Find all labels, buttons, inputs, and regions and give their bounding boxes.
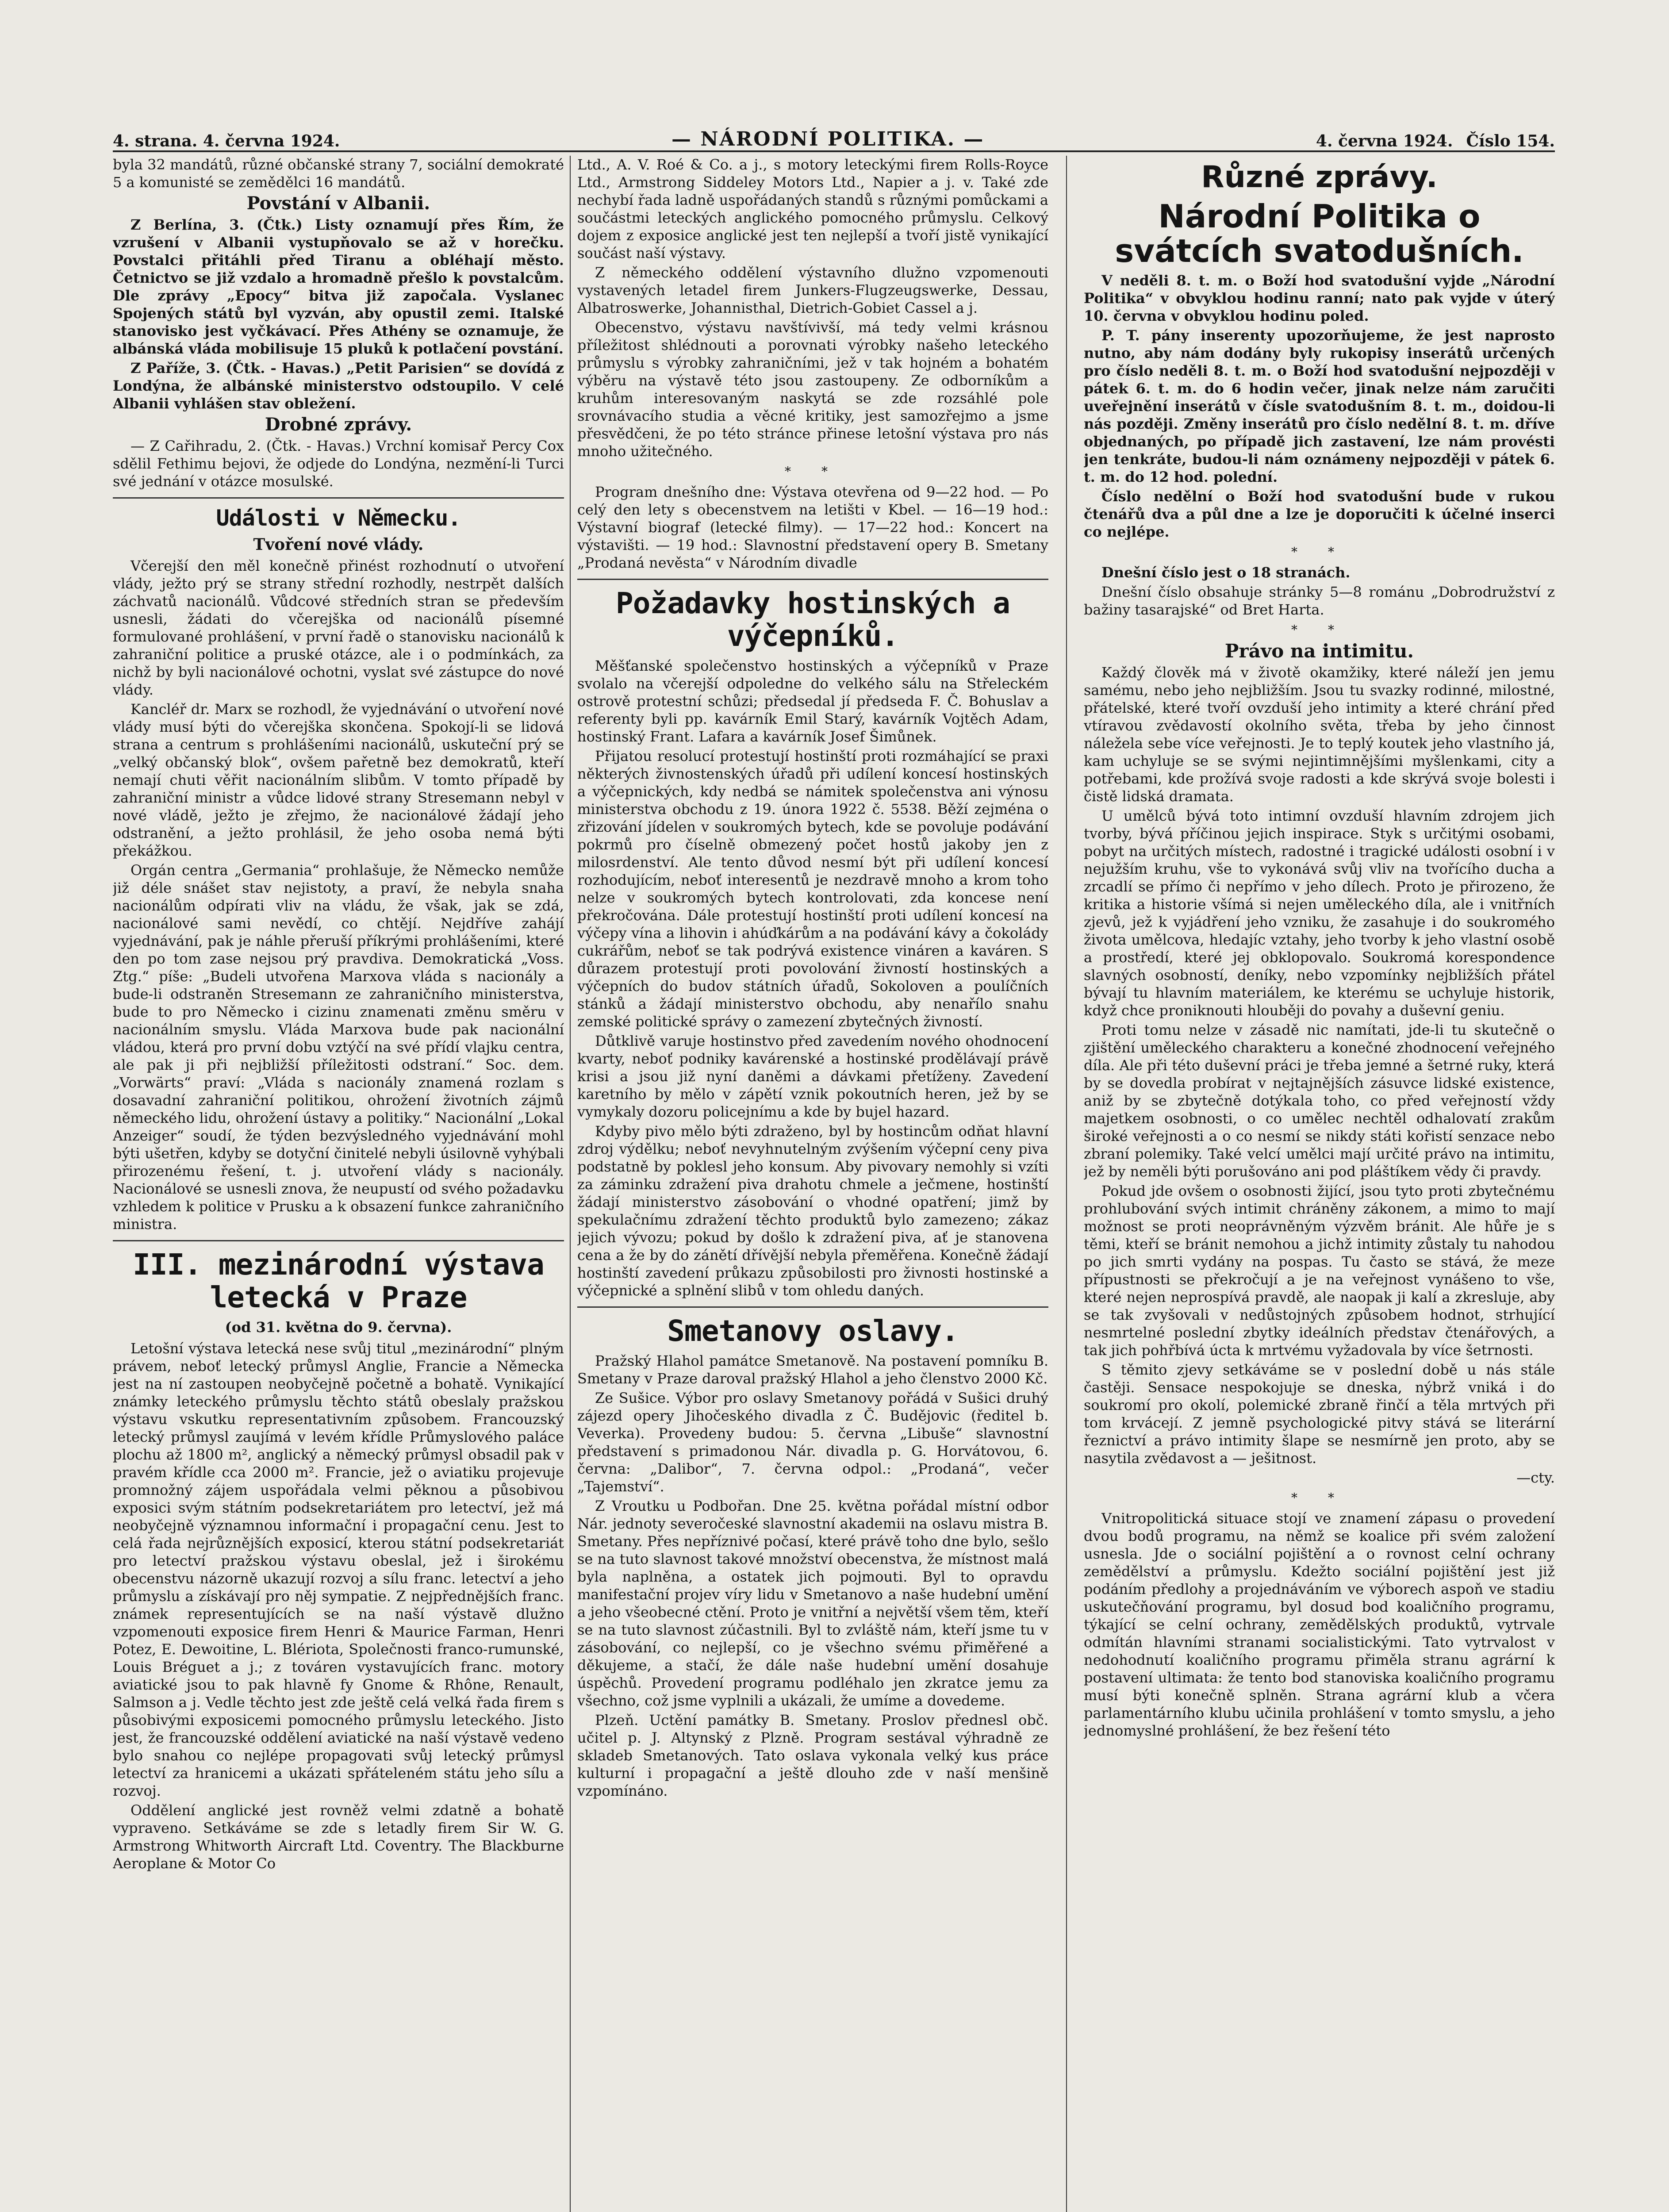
issue-number: Číslo 154.: [1466, 132, 1555, 150]
paragraph: Plzeň. Uctění památky B. Smetany. Proslov přednesl obč. učitel p. J. Altynský z Plzně. Program sestával výhradně ze skladeb Smetanových. Tato oslava vykonala velký kus práce kulturní i propagační a ještě dlouho zde v naší menšině vzpomínáno.: [577, 1712, 1048, 1799]
separator: [113, 497, 564, 499]
paragraph: U umělců bývá toto intimní ovzduší hlavním zdrojem jich tvorby, bývá příčinou jejich inspirace. Styk s určitými osobami, pobyt na určitých místech, radostné i tragické události osobní i v nejužším kruhu, vše to vykonává svůj vliv na tvořícího ducha a zrcadlí se přímo či nepřímo v jeho dílech. Proto je přirozeno, že kritika a historie všímá si nejen uměleckého díla, ale i vnitřních zjevů, jež k vyjádření jeho vzniku, že zasahuje i do soukromého života umělcova, hledajíc vztahy, jeho tvorby k jeho vlastní osobě a prostředí, které jej obklopovalo. Soukromá korespondence slavných osobností, deníky, nebo vzpomínky nejbližších přátel bývají tu hlavním materiálem, ke kterému se uchyluje historik, když chce proniknouti hlouběji do povahy a duševní geniu.: [1084, 807, 1555, 1019]
paragraph: — Z Cařihradu, 2. (Čtk. - Havas.) Vrchní komisař Percy Cox sdělil Fethimu bejovi, že odjede do Londýna, nezmění-li Turci své jednání v otázce mosulské.: [113, 438, 564, 490]
paragraph: Program dnešního dne: Výstava otevřena od 9—22 hod. — Po celý den lety s obecenstvem na letišti v Kbel. — 16—19 hod.: Výstavní biograf (letecké filmy). — 17—22 hod.: Koncert na výstavišti. — 19 hod.: Slavnostní představení opery B. Smetany „Prodaná nevěsta“ v Národním divadle: [577, 484, 1048, 571]
page-header: [113, 124, 1555, 152]
separator: [577, 579, 1048, 580]
article-title: III. mezinárodní výstava letecká v Praze: [133, 1248, 544, 1314]
header-left: 4. strana. 4. června 1924.: [113, 132, 340, 150]
paragraph: Dnešní číslo obsahuje stránky 5—8 románu „Dobrodružství z bažiny tasarajské“ od Bret Harta.: [1084, 584, 1555, 618]
paragraph: Vnitropolitická situace stojí ve znamení zápasu o provedení dvou bodů programu, na němž se koalice při svém založení usnesla. Jde o sociální pojištění a o rovnost celní ochrany zemědělství a průmyslu. Kdežto sociální pojištění jest již podáním předlohy a projednáváním ve výborech aspoň ve stadiu uskutečňování programu, byl dosud bod koaličního programu, týkající se celní ochrany, zemědělských produktů, vytrvale odmítán hlavními stranami socialistickými. Tato vytrvalost v nedohodnutí koaličního programu přiměla stranu agrární k postavení ultimata: že tento bod stanoviska koaličního programu musí býti konečně splněn. Strana agrární klub a včera parlamentárního klubu učinila prohlášení v tomto smyslu, a jeho jednomyslné prohlášení, že bez řešení této: [1084, 1510, 1555, 1739]
paragraph: Ze Sušice. Výbor pro oslavy Smetanovy pořádá v Sušici druhý zájezd opery Jihočeského divadla z Č. Budějovic (ředitel b. Veverka). Provedeny budou: 5. června „Libuše“ slavnostní představení s primadonou Nár. divadla p. G. Horvátovou, 6. června: „Dalibor“, 7. června odpol.: „Prodaná“, večer „Tajemství“.: [577, 1390, 1048, 1495]
paragraph: Letošní výstava letecká nese svůj titul „mezinárodní“ plným právem, neboť letecký průmysl Anglie, Francie a Německa jest na ní zastoupen neobyčejně početně a bohatě. Vynikající známky leteckého průmyslu těchto států obeslaly pražskou výstavu vskutku representativním způsobem. Francouzský letecký průmysl zaujímá v levém křídle Průmyslového paláce plochu až 1800 m², anglický a německý průmysl obsadil pak v pravém křídle cca 2000 m². Francie, jež o aviatiku projevuje promnožný zájem uspořádala velmi pěknou a působivou exposici svým státním podsekretariátem pro letectví, jež má neobyčejně významnou informační i propagační cenu. Jest to celá řada nejrůznějších exposicí, kterou státní podsekretariát pro letectví pražskou výstavu obeslal, jež i širokému obecenstvu názorně ukazují rozvoj a sílu franc. letectví a jeho průmyslu a získávají pro něj sympatie. Z nejpřednějších franc. známek representujících se na naší výstavě dlužno vzpomenouti exposice firem Henri & Maurice Farman, Henri Potez, E. Dewoitine, L. Blériota, Společnosti franco-rumunské, Louis Bréguet a j.; z továren vystavujících franc. motory aviatické jsou to pak hlavně fy Gnome & Rhône, Renault, Salmson a j. Vedle těchto jest zde ještě celá velká řada firem s působivými exposicemi pomocného průmyslu leteckého. Jisto jest, že francouzské oddělení aviatické na naší výstavě vedeno bylo snahou co nejlépe propagovati svůj letecký průmysl letectví za hranicemi a ukázati spřáteleném státu jeho sílu a rozvoj.: [113, 1340, 564, 1799]
paragraph: Dnešní číslo jest o 18 stranách.: [1101, 564, 1351, 581]
column-rule-1: [570, 156, 571, 2212]
article-subtitle: (od 31. května do 9. června).: [225, 1319, 452, 1336]
paragraph: Obecenstvo, výstavu navštívivší, má tedy velmi krásnou příležitost shlédnouti a porovnati výrobky našeho leteckého průmyslu s výrobky zahraničními, jež v tak hojném a bohatém výběru na výstavě této jsou zastoupeny. Ze odborníkům a kruhům interesovaným naskytá se zde rozsáhlé pole srovnávacího studia a věcné kritiky, jest samozřejmo a jsme přesvědčeni, že po této stránce přinese letošní výstava pro nás mnoho užitečného.: [577, 319, 1048, 460]
article-title: Povstání v Albanii.: [246, 193, 430, 214]
ornament: * *: [1291, 545, 1347, 559]
signature: —cty.: [1516, 1469, 1555, 1486]
article-title: Smetanovy oslavy.: [667, 1314, 959, 1348]
paragraph: Včerejší den měl konečně přinést rozhodnutí o utvoření vlády, ježto prý se strany střední rozhodly, nestrpět dalších záchvatů nacionálů. Vůdcové středních stran se především usnesli, žádati do včerejška od nacionálů písemné formulované prohlášení, v první řadě o stanovisku nacionálů k zahraniční politice a pruské otázce, ale i o podmínkách, za nichž by byli nacionálové ochotni, vyslat své zástupce do nové vlády.: [113, 557, 564, 698]
header-date: 4. června 1924.: [1316, 132, 1453, 150]
article-title: Drobné zprávy.: [265, 414, 412, 435]
column-2: [577, 156, 1048, 2212]
paragraph: Číslo nedělní o Boží hod svatodušní bude v rukou čtenářů dva a půl dne a lze je doporučiti k účelné inserci co nejlépe.: [1084, 488, 1555, 540]
column-1: [113, 156, 564, 2212]
paragraph: Z Vroutku u Podbořan. Dne 25. května pořádal místní odbor Nár. jednoty severočeské slavnostní akademii na oslavu mistra B. Smetany. Přes nepříznivé počasí, které právě toho dne bylo, sešlo se na tuto slavnost takové množství obecenstva, že místnost malá byla naplněna, a ostatek jich pojmouti. Byl to opravdu manifestační projev víry lidu v Smetanovo a naše hudební umění a jeho všeobecné ctění. Proto je vnitřní a největší všem těm, kteří se na tuto slavnost zúčastnili. Byl to zvláště nám, kteří jsme tu v zásobování, co nejlepší, co je všechno svému přiměřené a děkujeme, a stačí, že dále naše hudební umění dosahuje úspěchů. Provedení programu podléhalo jen zkratce jemu za všechno, což jsme vyplnili a ukázali, že umíme a dovedeme.: [577, 1498, 1048, 1709]
article-title: Národní Politika o svátcích svatodušních.: [1115, 198, 1524, 269]
paragraph: Měšťanské společenstvo hostinských a výčepníků v Praze svolalo na včerejší odpoledne do velkého sálu na Střeleckém ostrově protestní schůzi; předsedal jí předseda F. Č. Bohuslav a referenty byli pp. kavárník Emil Starý, kavárník Vojtěch Adam, hostinský Frant. Lafara a kavárník Josef Šimůnek.: [577, 657, 1048, 745]
paragraph: Proti tomu nelze v zásadě nic namítati, jde-li tu skutečně o zjištění uměleckého charakteru a konečné zhodnocení veřejného díla. Ale při této duševní práci je třeba jemné a šetrné ruky, která by se dovedla probírat v nejtajnějších zásuvce lidské existence, aniž by se zbytečně dotýkala toho, co před veřejností vždy majetkem osobnosti, o co umělec nechtěl odhalovatí zrakům široké veřejnosti a o co nesmí se nikdy státi kořistí senzace nebo zbraní polemiky. Také velcí umělci mají určité právo na intimitu, jež by neměli býti porušováno ani pod pláštíkem vědy či pravdy.: [1084, 1022, 1555, 1180]
header-right: [1316, 132, 1555, 150]
paragraph: byla 32 mandátů, různé občanské strany 7, sociální demokraté 5 a komunisté se zemědělci 16 mandátů.: [113, 156, 564, 191]
paragraph: P. T. pány inserenty upozorňujeme, že jest naprosto nutno, aby nám dodány byly rukopisy inserátů určených pro číslo neděli 8. t. m. o Boží hod svatodušní nejpozději v pátek 6. t. m. do 6 hodin večer, jinak nelze nám zaručiti uveřejnění inserátů v čísle svatodušním 8. t. m., doidou-li nás později. Změny inserátů pro číslo nedělní 8. t. m. dříve objednaných, po případě jich zastavení, lze nám provésti jen tenkráte, budou-li nám oznámeny nejpozději v pátek 6. t. m. do 12 hod. polední.: [1084, 327, 1555, 485]
paragraph: Pražský Hlahol památce Smetanově. Na postavení pomníku B. Smetany v Praze daroval pražský Hlahol a jeho členstvo 2000 Kč.: [577, 1352, 1048, 1387]
ornament: * *: [1291, 1490, 1347, 1505]
paragraph: Orgán centra „Germania“ prohlašuje, že Německo nemůže již déle snášet stav nejistoty, a praví, že nebyla snaha nacionálům odpírati vliv na vládu, že však, jak se zdá, nacionálové sami nevědí, co chtějí. Nejdříve zahájí vyjednávání, pak je náhle přeruší příkrými prohlášeními, které den po tom zase nejsou prý pravdiva. Demokratická „Voss. Ztg.“ píše: „Budeli utvořena Marxova vláda s nacionály a bude-li odstraněn Stresemann ze zahraničního ministerstva, bude to pro Německo i cizinu znamenati změnu směru v nacionálním smyslu. Vláda Marxova bude pak nacionální vládou, která pro první dobu vztýčí na své přídí vlajku centra, ale pak ji při nejbližší příležitosti odstraní.“ Soc. dem. „Vorwärts“ praví: „Vláda s nacionály znamená rozlam s dosavadní zahraniční politikou, ohrožení životních zájmů německého lidu, ohrožení ústavy a politiky.“ Nacionální „Lokal Anzeiger“ soudí, že týden bezvýsledného vyjednávání mohl býti ušetřen, kdyby se dotyční činitelé nebyli úsilovně vyhýbali přirozenému řešení, t. j. utvoření vlády s nacionály. Nacionálové se usnesli znova, že neupustí od svého požadavku vzhledem k politice v Prusku a k obsazení funkce zahraničního ministra.: [113, 862, 564, 1233]
article-subtitle: Tvoření nové vlády.: [253, 535, 424, 554]
masthead: — NÁRODNÍ POLITIKA. —: [671, 128, 985, 150]
paragraph: Z Paříže, 3. (Čtk. - Havas.) „Petit Parisien“ se dovídá z Londýna, že albánské ministerstvo odstoupilo. V celé Albanii vyhlášen stav obležení.: [113, 360, 564, 412]
article-title: Požadavky hostinských a výčepníků.: [616, 586, 1010, 653]
article-title: Právo na intimitu.: [1224, 640, 1414, 662]
paragraph: Kdyby pivo mělo býti zdraženo, byl by hostincům odňat hlavní zdroj výdělku; neboť nevyhnutelným zvýšením výčepní ceny piva podstatně by poklesl jeho konsum. Aby pivovary nemohly si vzíti za záminku zdražení piva drahotu chmele a ječmene, hostinští žádají ministerstvo zásobování o vhodné opatření; jimž by spekulačnímu zdražení těchto produktů bylo zamezeno; zákaz jejich vývozu; pokud by došlo k zdražení piva, ať je stanovena cena a že by do zánětí dřívější nebyla přeměřena. Konečně žádají hostinští zavedení průkazu způsobilosti pro živnosti hostinské a výčepnické a splnění slibů v tom ohledu daných.: [577, 1123, 1048, 1299]
ornament: * *: [785, 464, 841, 479]
paragraph: Oddělení anglické jest rovněž velmi zdatně a bohatě vypraveno. Setkáváme se zde s letadly firem Sir W. G. Armstrong Whitworth Aircraft Ltd. Coventry. The Blackburne Aeroplane & Motor Co: [113, 1802, 564, 1872]
paragraph: Důtklivě varuje hostinstvo před zavedením nového ohodnocení kvarty, neboť podniky kavárenské a hostinské prodělávají právě krisi a jsou již nyní daněmi a dávkami přetíženy. Zavedení karetního by mělo v zápětí vznik pokoutních heren, jež by se vymykaly dozoru policejnímu a kde by bujel hazard.: [577, 1033, 1048, 1120]
column-rule-2: [1066, 156, 1067, 2212]
paragraph: Kancléř dr. Marx se rozhodl, že vyjednávání o utvoření nové vlády musí býti do včerejška skončena. Spokojí-li se lidová strana a centrum s prohlášeními nacionálů, uskuteční prý se „velký občanský blok“, ovšem pařetně bez demokratů, kteří nemají chuti věřit nacionálním slibům. V tomto případě by zahraniční ministr a vůdce lidové strany Stresemann nebyl v nové vládě, ježto je zřejmo, že nacionálové žádají jeho odstranění, a ježto prohlásil, že jeho osoba nemá býti překážkou.: [113, 701, 564, 859]
separator: [113, 1240, 564, 1241]
paragraph: Ltd., A. V. Roé & Co. a j., s motory leteckými firem Rolls-Royce Ltd., Armstrong Siddeley Motors Ltd., Napier a j. v. Také zde nechybí řada ladně uspořádaných standů s různými pomůckami a součástmi leteckých anglického pomocného průmyslu. Celkový dojem z exposice anglické jest ten nejlepší a tvoří jistě vynikající součást naší výstavy.: [577, 156, 1048, 261]
article-title: Události v Německu.: [216, 505, 461, 531]
paragraph: Pokud jde ovšem o osobnosti žijící, jsou tyto proti zbytečnému prohlubování svých intimit chráněny zákonem, a mimo to mají možnost se proti neoprávněným výzvěm bránit. Ale hůře je s těmi, kteří se bránit nemohou a jichž intimity zůstaly tu nahodou po jich smrti vydány na pospas. Tu často se stává, že meze přípustnosti se překročují a je na veřejnost vynášeno to vše, které nejen neprospívá pravdě, ale naopak ji kalí a zkresluje, aby se tak zvyšovali v nedůstojných způsobem hodnot, strhující nesmrtelné poslední zbytky ideálních představ čtenářových, a tak jich pohřbívá úcta k mrtvému vyžadovala by více šetrnosti.: [1084, 1183, 1555, 1359]
paragraph: Přijatou resolucí protestují hostinští proti rozmáhající se praxi některých živnostenských úřadů při udílení koncesí hostinských a výčepnických, kdy nedbá se námitek společenstva ani výnosu ministerstva obchodu z 19. února 1922 č. 5538. Běží zejména o zřizování jídelen v soukromých bytech, kde se povoluje podávání pokrmů pro číselně obmezený počet hostů jakoby jen z milosrdenství. Ale tento důvod nesmí být při udílení koncesí rozhodujícím, neboť interesentů je nezdravě mnoho a krom toho nelze v soukromých bytech kontrolovati, zda koncese není překročována. Dále protestují hostinští proti udílení koncesí na výčepy vína a lihovin i ahúďkárům a na podávání kávy a čokolády cukrářům, neboť se tak podrývá existence vináren a kaváren. S důrazem protestují proti povolování živností hostinských a výčepních do budov státních úřadů, Sokoloven a poulíčních stánků a žádají ministerstvo obchodu, aby nenařílo snahu zemské politické správy o zamezení zbytečných živností.: [577, 748, 1048, 1030]
paragraph: Z Berlína, 3. (Čtk.) Listy oznamují přes Řím, že vzrušení v Albanii vystupňovalo se až v horečku. Povstalci přitáhli před Tiranu a obléhají město. Četnictvo se již vzdalo a hromadně přešlo k povstalcům. Dle zprávy „Epocy“ bitva již započala. Vyslanec Spojených států byl vyzván, aby opustil zemi. Italské stanovisko jest vyčkávací. Přes Athény se oznamuje, že albánská vláda mobilisuje 15 pluků k potlačení povstání.: [113, 216, 564, 357]
paragraph: Každý člověk má v životě okamžiky, které náleží jen jemu samému, nebo jeho nejbližším. Jsou tu svazky rodinné, milostné, přátelské, které tvoří ovzduší jeho intimity a které chrání před vtíravou zvědavostí okolního světa, třeba by jeho činnost náležela sebe více veřejnosti. Je to teplý koutek jeho vlastního já, kam uchyluje se se svými nejintimnějšími myšlenkami, city a potřebami, kde prožívá svoje radosti a kde skrývá svoje bolesti i čistě lidská dramata.: [1084, 664, 1555, 805]
column-3: [1084, 156, 1555, 2212]
ornament: * *: [1291, 622, 1347, 637]
paragraph: V neděli 8. t. m. o Boží hod svatodušní vyjde „Národní Politika“ v obvyklou hodinu ranní; nato pak vyjde v úterý 10. června v obvyklou hodinu poled.: [1084, 272, 1555, 324]
section-title: Různé zprávy.: [1201, 160, 1438, 195]
paragraph: S těmito zjevy setkáváme se v poslední době u nás stále častěji. Sensace nespokojuje se dneska, nýbrž vniká i do soukromí pro okolí, polemické zbraně řinčí a těla mrtvých při tom krvácejí. Z jemně psychologické pitvy stává se literární řeznictví a právo intimity šlape se nesmírně jen proto, aby se nasytila zvědavost a — ješitnost.: [1084, 1361, 1555, 1467]
paragraph: Z německého oddělení výstavního dlužno vzpomenouti vystavených letadel firem Junkers-Flugzeugswerke, Dessau, Albatroswerke, Johannisthal, Dietrich-Gobiet Cassel a j.: [577, 264, 1048, 316]
separator: [577, 1306, 1048, 1308]
